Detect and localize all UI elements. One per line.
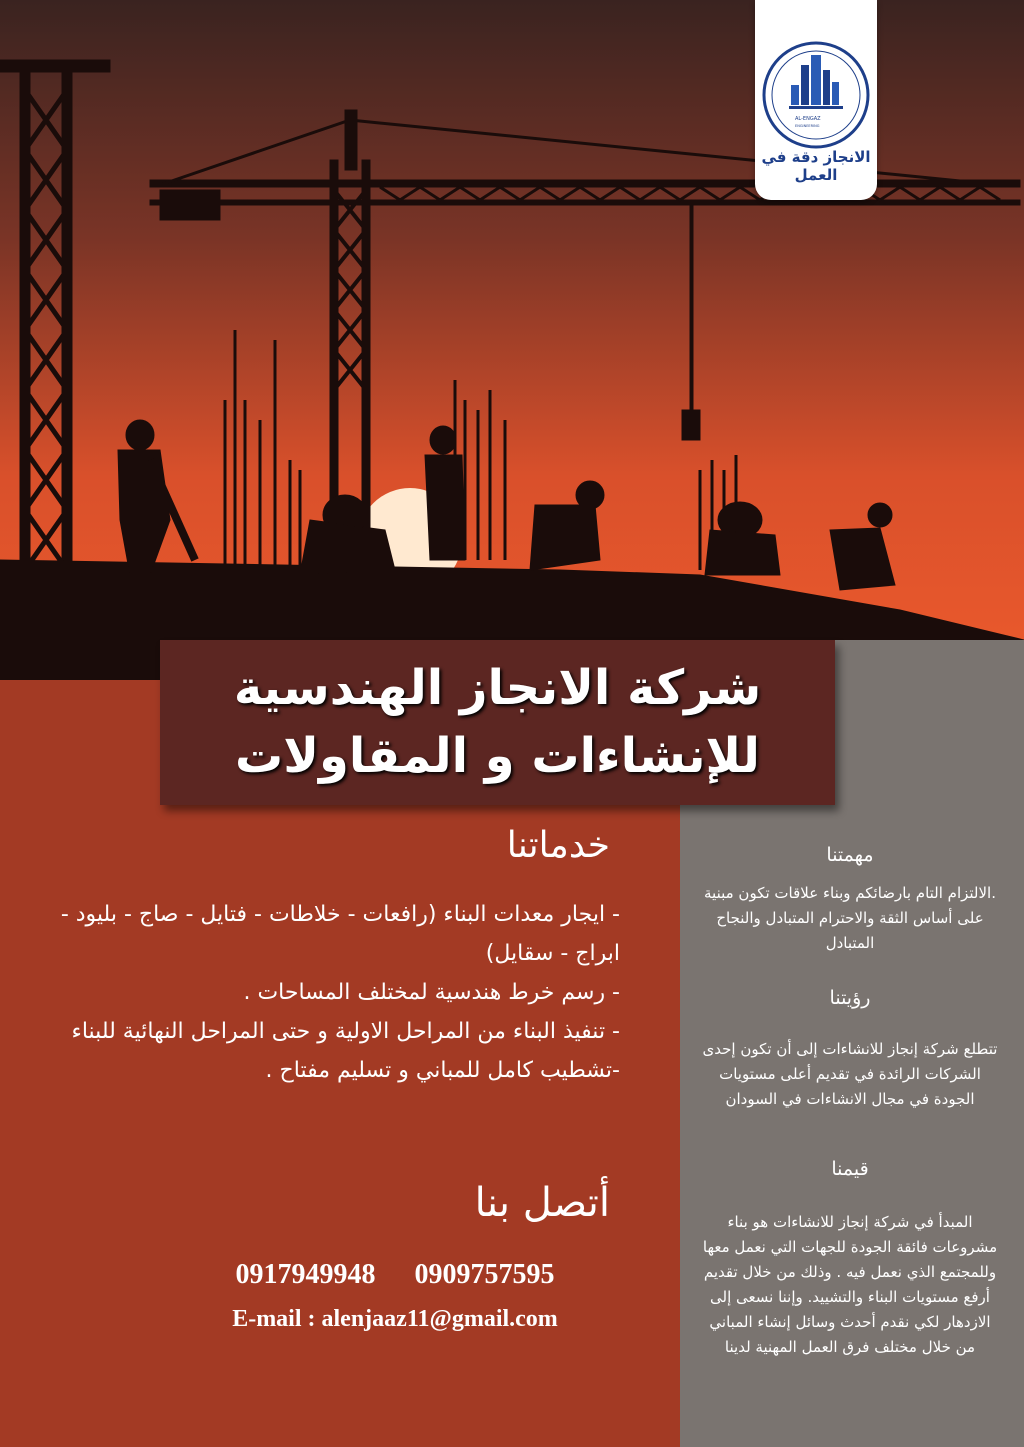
values-text: المبدأ في شركة إنجاز للانشاءات هو بناء مشروعات فائقة الجودة للجهات التي نعمل معها وللمجتمع الذي نعمل فيه . وذلك من خلال تقديم أرفع مستويات البناء والتشييد. وإننا نسعى إلى الازدهار لكي نقدم أحدث وسائل إنشاء المباني من خلال مختلف فرق العمل المهنية لدينا	[702, 1213, 998, 1356]
logo-tagline: الانجاز دقة في العمل	[761, 148, 871, 184]
service-item: - ايجار معدات البناء (رافعات - خلاطات - فتايل - صاج - بليود - ابراج - سقايل)	[60, 902, 620, 966]
service-item: -تشطيب كامل للمباني و تسليم مفتاح .	[265, 1058, 620, 1083]
vision-text: تتطلع شركة إنجاز للانشاءات إلى أن تكون إحدى الشركات الرائدة في تقديم أعلى مستويات الجودة في مجال الانشاءات في السودان	[702, 1040, 998, 1108]
company-logo-card	[755, 0, 877, 200]
service-item: - تنفيذ البناء من المراحل الاولية و حتى المراحل النهائية للبناء	[71, 1019, 620, 1044]
services-list	[60, 895, 620, 1090]
service-item: - رسم خرط هندسية لمختلف المساحات .	[243, 980, 620, 1005]
phone-number-1[interactable]: 0917949948	[235, 1259, 376, 1290]
phone-numbers	[160, 1257, 630, 1293]
mission-heading: مهمتنا	[826, 844, 874, 866]
company-logo-image	[761, 40, 871, 150]
title-banner	[160, 640, 835, 805]
phone-number-2[interactable]: 0909757595	[414, 1259, 555, 1290]
company-title-line-1: شركة الانجاز الهندسية	[233, 660, 762, 716]
mission-text: .الالتزام التام بارضائكم وبناء علاقات تكون مبنية على أساس الثقة والاحترام المتبادل والنجاح المتبادل	[704, 884, 996, 952]
company-title-line-2: للإنشاءات و المقاولات	[235, 728, 760, 784]
values-heading: قيمنا	[831, 1158, 869, 1180]
svg-text:ENGINEERING: ENGINEERING	[795, 124, 820, 128]
vision-heading: رؤيتنا	[829, 987, 871, 1009]
services-heading: خدماتنا	[506, 825, 610, 866]
email-address[interactable]: E-mail : alenjaaz11@gmail.com	[232, 1306, 558, 1332]
svg-text:AL-ENGAZ: AL-ENGAZ	[795, 116, 821, 122]
contact-heading: أتصل بنا	[474, 1180, 610, 1226]
